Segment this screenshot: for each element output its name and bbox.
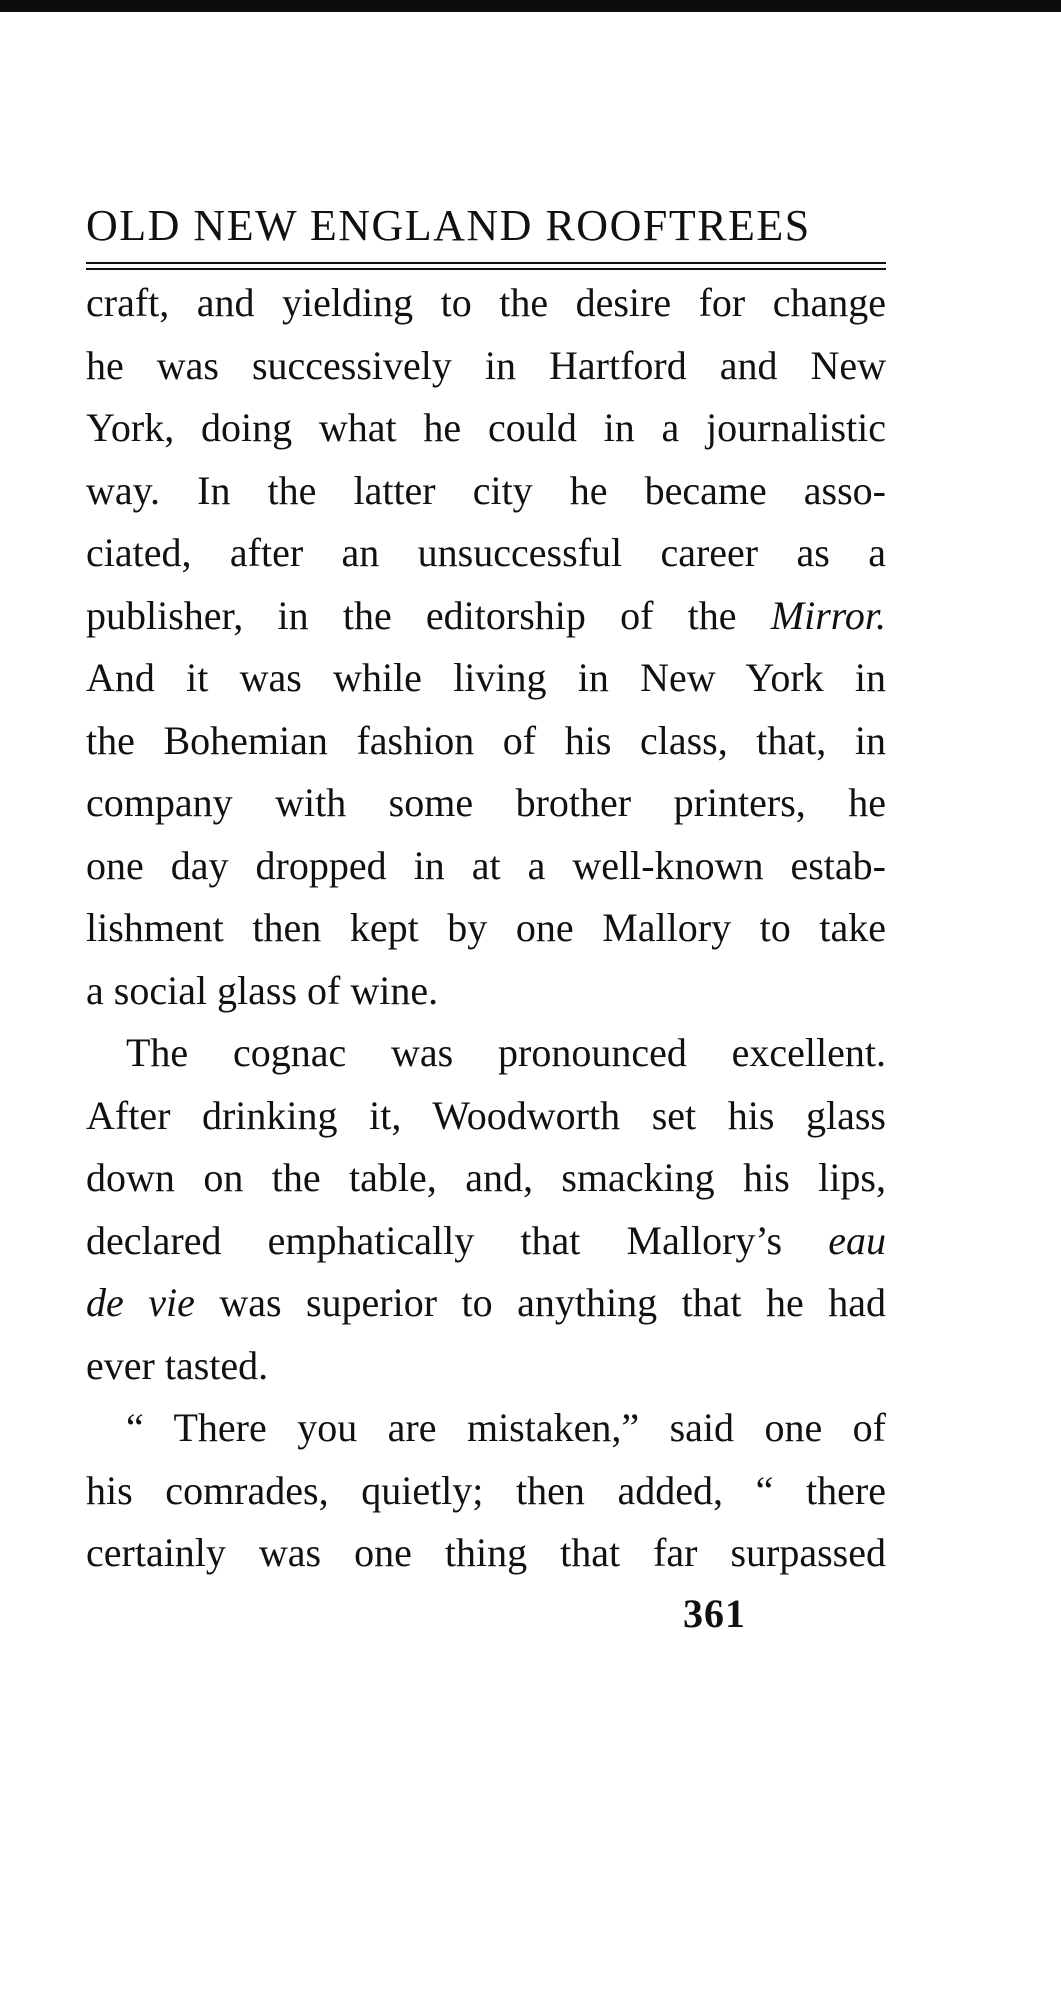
text-segment: was superior to anything that he had	[219, 1280, 886, 1325]
text-line: And it was while living in New York in	[86, 655, 886, 700]
text-line: down on the table, and, smacking his lips,	[86, 1155, 886, 1200]
text-line: York, doing what he could in a journalistic	[86, 405, 886, 450]
text-line: ever tasted.	[86, 1342, 269, 1388]
running-head: OLD NEW ENGLAND ROOFTREES	[86, 201, 811, 250]
scan-edge-bar	[0, 0, 1061, 12]
text-line: he was successively in Hartford and New	[86, 342, 886, 388]
text-line: lishment then kept by one Mallory to take	[86, 905, 886, 950]
paragraph-2	[86, 1022, 886, 1397]
text-line: craft, and yielding to the desire for change	[86, 280, 886, 325]
text-line: the Bohemian fashion of his class, that, in	[86, 717, 886, 763]
body-text	[86, 272, 886, 1585]
book-page	[86, 200, 886, 1585]
text-line: ciated, after an unsuccessful career as a	[86, 530, 886, 575]
text-line-de-vie	[86, 1272, 886, 1335]
header-double-rule	[86, 262, 886, 270]
text-line: certainly was one thing that far surpassed	[86, 1530, 886, 1575]
italic-eau: eau	[828, 1217, 886, 1263]
text-line: a social glass of wine.	[86, 967, 439, 1013]
text-line: company with some brother printers, he	[86, 780, 886, 825]
italic-de-vie: de vie	[86, 1280, 195, 1325]
text-segment: declared emphatically that Mallory’s	[86, 1217, 783, 1263]
text-segment: publisher, in the editorship of the	[86, 592, 737, 638]
text-line: way. In the latter city he became asso-	[86, 467, 886, 513]
text-line-mirror	[86, 585, 886, 648]
page-number: 361	[683, 1591, 746, 1636]
text-line: After drinking it, Woodworth set his glass	[86, 1092, 886, 1138]
text-line-eau	[86, 1210, 886, 1273]
text-line: his comrades, quietly; then added, “ there	[86, 1467, 886, 1513]
italic-title-mirror: Mirror.	[770, 592, 886, 638]
paragraph-1	[86, 272, 886, 1022]
text-line: The cognac was pronounced excellent.	[126, 1030, 886, 1075]
text-line: “ There you are mistaken,” said one of	[126, 1405, 886, 1450]
text-line: one day dropped in at a well-known estab-	[86, 842, 886, 888]
paragraph-3	[86, 1397, 886, 1585]
